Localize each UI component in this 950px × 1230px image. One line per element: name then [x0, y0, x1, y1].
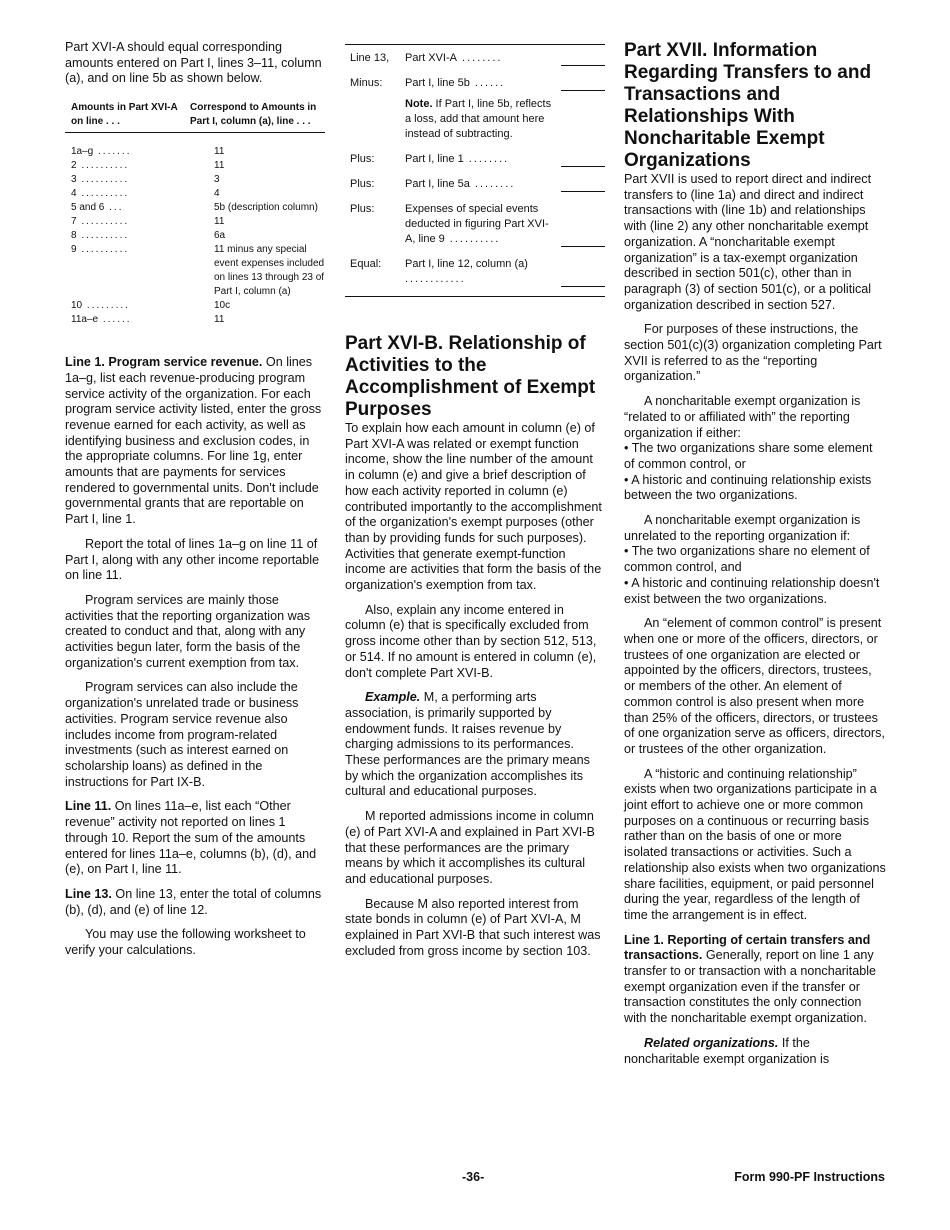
dot-leader: .......... [76, 244, 130, 256]
column-1 [65, 40, 325, 959]
table-row [65, 215, 325, 229]
table-cell-line: 10 ......... [71, 300, 130, 312]
line13-heading: Line 13. [65, 886, 112, 901]
dot-leader: ........ [463, 153, 510, 165]
worksheet-row [345, 202, 605, 247]
intro-text: Part XVI-A should equal corresponding amounts entered on Part I, lines 3–11, column (a), and on line 5b as shown below. [65, 40, 322, 86]
table-row [65, 145, 325, 159]
table-cell-line: 11a–e ...... [71, 314, 132, 326]
line1-heading: Line 1. Program service revenue. [65, 355, 263, 370]
dot-leader: ........ [469, 178, 516, 190]
bullet-item: • The two organizations share no element of common control, and [624, 544, 870, 575]
dot-leader: ...... [469, 77, 506, 89]
line11-text: On lines 11a–e, list each “Other revenue” activity not reported on lines 1 through 10. Report the sum of the amounts entered for lines 11a–e, columns (b), (d), and (e), on Part I, line 11. [65, 799, 317, 877]
form-name: Form 990-PF Instructions [734, 1170, 885, 1184]
page-number: -36- [462, 1170, 485, 1184]
bullet-icon: • [624, 544, 632, 559]
column-3 [624, 40, 886, 1067]
line13-paragraph [65, 887, 325, 918]
table-cell-correspond: 3 [214, 174, 220, 186]
worksheet-row [345, 177, 605, 192]
worksheet-entry-line[interactable] [561, 191, 605, 192]
table-cell-line: 1a–g ....... [71, 146, 132, 158]
worksheet-operator: Plus: [350, 203, 375, 215]
related-organizations-heading: Related organizations. [644, 1035, 779, 1050]
dot-leader: ....... [93, 146, 132, 158]
worksheet-row [345, 51, 605, 66]
line11-heading: Line 11. [65, 799, 112, 814]
worksheet-description: Part I, line 5a ........ [405, 178, 516, 190]
dot-leader: ............ [405, 273, 466, 285]
column-2 [345, 44, 605, 960]
table-cell-correspond: 11 minus any special event expenses included on lines 13 through 23 of Part I, column (a) [214, 244, 325, 298]
dot-leader: ...... [98, 314, 132, 326]
example-text: M, a performing arts association, is primarily supported by endowment funds. It raises revenue by charging admissions to its performances. These performances are the primary means by which the organization accomplishes its cultural and educational purposes. [345, 690, 590, 799]
bullet-item: • A historic and continuing relationship doesn't exist between the two organizations. [624, 575, 880, 606]
table-row [65, 299, 325, 313]
table-cell-line: 8 .......... [71, 230, 130, 242]
bullet-icon: • [624, 441, 632, 456]
part-xvi-b-paragraph-5: Because M also reported interest from state bonds in column (e) of Part XVI-A, M explained in Part XVI-B that such interest was excluded from gross income by section 103. [345, 896, 601, 958]
worksheet-description: Part I, line 12, column (a) ............ [405, 258, 528, 285]
line1-paragraph [65, 355, 325, 528]
worksheet-description: Part I, line 5b ...... Note. If Part I, line 5b, reflects a loss, add that amount here instead of subtracting. [401, 76, 555, 142]
table-cell-line: 2 .......... [71, 160, 130, 172]
worksheet-operator: Minus: [350, 77, 383, 89]
line13-text: On line 13, enter the total of columns (b), (d), and (e) of line 12. [65, 886, 322, 917]
worksheet-entry-line[interactable] [561, 65, 605, 66]
part-xvi-b-heading: Part XVI-B. Relationship of Activities to the Accomplishment of Exempt Purposes [345, 333, 596, 420]
bullet-icon: • [624, 575, 632, 590]
part-xvii-paragraph-2: For purposes of these instructions, the section 501(c)(3) organization completing Part XVII is referred to as the “reporting organization.” [624, 322, 882, 384]
dot-leader: ... [104, 202, 124, 214]
worksheet-row [345, 152, 605, 167]
line1-transfers-text: Generally, report on line 1 any transfer to or transaction with a noncharitable exempt organization even if the transfer or transaction constitutes the only connection with the noncharitable exempt organization. [624, 948, 877, 1026]
dot-leader: .......... [444, 233, 501, 245]
bullet-icon: • [624, 472, 632, 487]
worksheet-row [345, 76, 605, 142]
worksheet-entry-line[interactable] [561, 90, 605, 91]
line1-transfers-heading: Line 1. Reporting of certain transfers and transactions. [624, 932, 871, 963]
worksheet-operator: Equal: [350, 258, 382, 270]
worksheet-entry-line[interactable] [561, 166, 605, 167]
worksheet-operator: Line 13, [350, 52, 390, 64]
worksheet-entry-line[interactable] [561, 246, 605, 247]
table-header-correspond: Correspond to Amounts in Part I, column (a), line . . . [190, 102, 317, 128]
dot-leader: .......... [76, 216, 130, 228]
worksheet-row [345, 257, 605, 287]
part-xvi-b-paragraph-4: M reported admissions income in column (e) of Part XVI-A and explained in Part XVI-B that these performances are the primary means by which it accomplishes its cultural and educational purposes. [345, 809, 595, 886]
table-cell-correspond: 4 [214, 188, 220, 200]
table-header-amounts: Amounts in Part XVI-A on line . . . [71, 102, 178, 128]
worksheet-entry-line[interactable] [561, 286, 605, 287]
part-xvii-paragraph-5: An “element of common control” is present when one or more of the officers, directors, or trustees of one organization are elected or appointed by the officers, directors, trustees, or members of the other. An element of common control is also present when more than 25% of the officers, directors, or trustees of one organization serve as officers, directors, or trustees of the other organization. [624, 616, 885, 756]
dot-leader: ......... [82, 300, 130, 312]
table-cell-correspond: 11 [214, 160, 225, 172]
table-cell-correspond: 11 [214, 216, 225, 228]
table-row [65, 201, 325, 215]
table-row [65, 173, 325, 187]
dot-leader: .......... [76, 174, 130, 186]
table-cell-correspond: 6a [214, 230, 226, 242]
correspondence-table-header [65, 101, 325, 133]
worksheet-note: Note. If Part I, line 5b, reflects a loss, add that amount here instead of subtracting. [405, 98, 552, 140]
table-cell-correspond: 11 [214, 146, 225, 158]
line11-paragraph [65, 799, 325, 878]
table-row [65, 159, 325, 173]
example-paragraph [345, 690, 605, 800]
program-services-paragraph: Program services are mainly those activities that the reporting organization was created to conduct and that, along with any activities begun later, form the basis of the organization's current exemption from tax. [65, 592, 311, 670]
part-xvii-heading: Part XVII. Information Regarding Transfers to and Transactions and Relationships With Noncharitable Exempt Organizations [624, 40, 872, 171]
report-total-paragraph: Report the total of lines 1a–g on line 11 of Part I, along with any other income reportable on line 11. [65, 536, 320, 583]
dot-leader: .......... [76, 188, 130, 200]
line1-text: On lines 1a–g, list each revenue-producing program service activity of the organization. For each program service activity listed, enter the gross revenue earned for each activity, as well as identifying business and exclusion codes, in the appropriate columns. For line 1g, enter amounts that are payments for services rendered to governmental units. Don't include governmental grants that are reportable on Part I, line 1. [65, 355, 322, 527]
table-row [65, 229, 325, 243]
program-include-paragraph: Program services can also include the organization's unrelated trade or business activities. Program service revenue also includes income from program-related investments (such as interest earned on scholarship loans) as defined in the instructions for Part IX-B. [65, 680, 299, 789]
table-row [65, 313, 325, 327]
worksheet-intro-paragraph: You may use the following worksheet to verify your calculations. [65, 927, 306, 958]
line1-transfers-paragraph [624, 933, 886, 1027]
bullet-item: • The two organizations share some element of common control, or [624, 441, 873, 471]
worksheet-description: Part I, line 1 ........ [405, 153, 510, 165]
part-xvii-paragraph-6: A “historic and continuing relationship” exists when two organizations participate in a joint effort to achieve one or more common purposes on a continuous or recurring basis rather than on the basis of one or more isolated transactions or activities. Such a relationship also exists when two organizations share facilities, equipment, or paid personnel during the year, regardless of the length of time the arrangement is in effect. [624, 766, 886, 922]
table-row [65, 243, 325, 299]
bullet-item: • A historic and continuing relationship exists between the two organizations. [624, 472, 872, 503]
part-xvii-paragraph-1: Part XVII is used to report direct and indirect transfers to (line 1a) and direct and indirect transactions with (line 1b) and relationships with (line 2) any other noncharitable exempt organization. A “noncharitable exempt organization” is a tax-exempt organization described in section 501(c), other than in paragraph (3) of section 501(c), or a political organization described in section 527. [624, 172, 872, 312]
table-cell-line: 3 .......... [71, 174, 130, 186]
dot-leader: .......... [76, 160, 130, 172]
worksheet-operator: Plus: [350, 153, 375, 165]
part-xvi-b-paragraph-2: Also, explain any income entered in column (e) that is specifically excluded from gross income other than by section 512, 513, or 514. If no amount is entered in column (e), don't complete Part XVI-B. [345, 602, 597, 680]
table-cell-correspond: 5b (description column) [214, 202, 318, 214]
table-cell-correspond: 11 [214, 314, 225, 326]
related-organizations-text: If the noncharitable exempt organization is [624, 1035, 830, 1066]
table-cell-line: 9 .......... [71, 244, 130, 256]
dot-leader: .......... [76, 230, 130, 242]
table-cell-line: 7 .......... [71, 216, 130, 228]
correspondence-table-body [65, 133, 325, 327]
worksheet-operator: Plus: [350, 178, 375, 190]
dot-leader: ........ [456, 52, 503, 64]
table-cell-line: 5 and 6 ... [71, 202, 124, 214]
table-cell-line: 4 .......... [71, 188, 130, 200]
part-xvii-paragraph-4: A noncharitable exempt organization is unrelated to the reporting organization if: [624, 513, 861, 543]
table-row [65, 187, 325, 201]
table-cell-correspond: 10c [214, 300, 231, 312]
worksheet-description: Part XVI-A ........ [405, 52, 503, 64]
example-heading: Example. [365, 690, 421, 705]
worksheet-description: Expenses of special events deducted in figuring Part XVI-A, line 9 .......... [405, 203, 549, 245]
related-organizations-paragraph [624, 1036, 886, 1067]
verification-worksheet [345, 44, 605, 297]
part-xvii-paragraph-3: A noncharitable exempt organization is “related to or affiliated with” the reporting organization if either: [624, 394, 861, 440]
part-xvi-b-paragraph-1: To explain how each amount in column (e) of Part XVI-A was related or exempt function income, show the line number of the amount in column (e) and give a brief description of how each activity reported in column (e) contributed importantly to the accomplishment of the organization's exempt purposes (other than by providing funds for such purposes). Activities that generate exempt-function income are activities that form the basis of the organization's exemption from tax. [345, 421, 602, 593]
